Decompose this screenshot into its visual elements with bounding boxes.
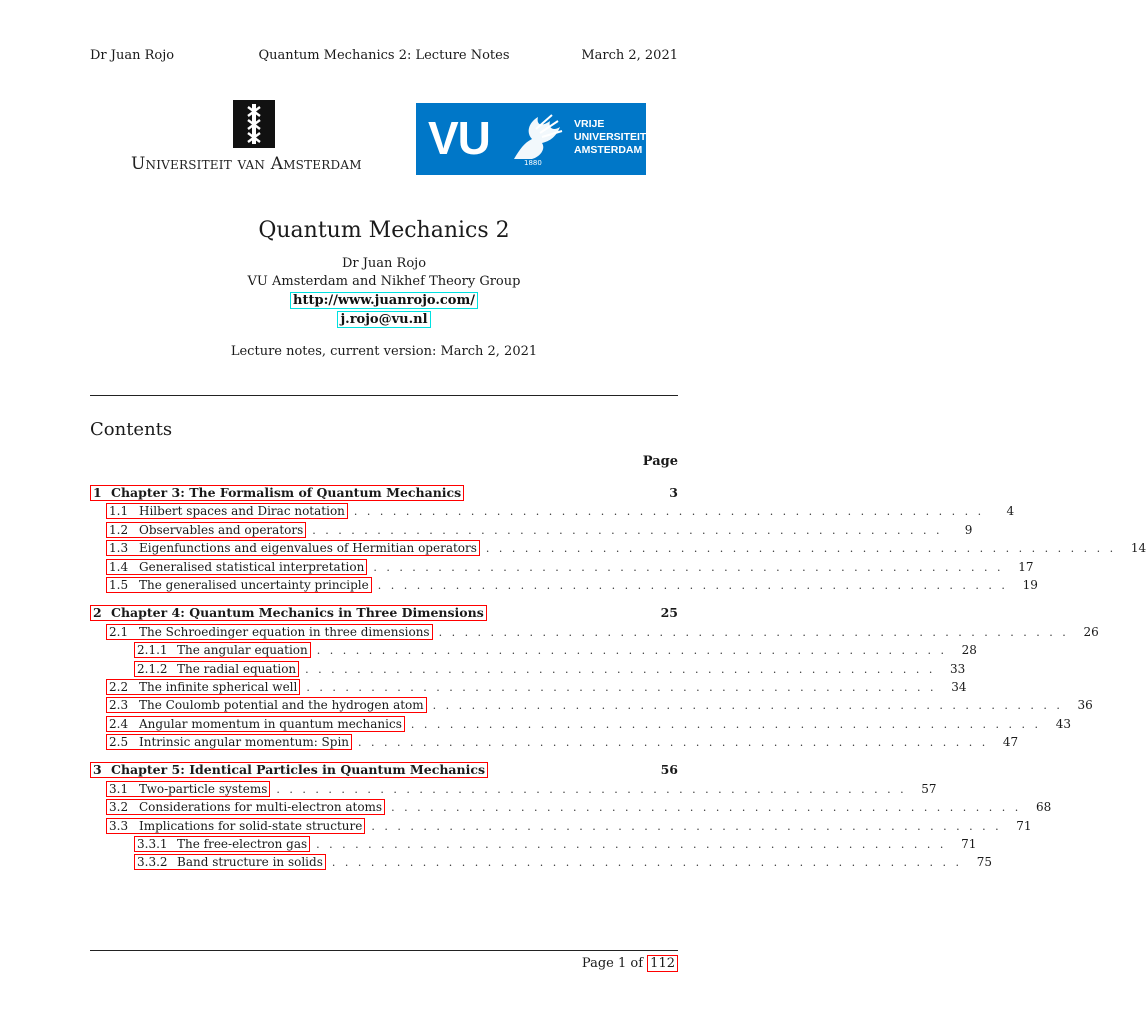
affiliation: VU Amsterdam and Nikhef Theory Group	[247, 274, 521, 289]
toc-section-row[interactable]: 1.4 Generalised statistical interpretation . . . . . . . . . . . . . . . . . . . . . . . . . . . . . . . . . . . . . . . . . . . . . . . . . 17	[90, 558, 678, 576]
toc-section-row[interactable]: 2.5 Intrinsic angular momentum: Spin . . . . . . . . . . . . . . . . . . . . . . . . . . . . . . . . . . . . . . . . . . . . . . . . . 47	[90, 733, 678, 751]
toc-section-row[interactable]: 3.1 Two-particle systems . . . . . . . . . . . . . . . . . . . . . . . . . . . . . . . . . . . . . . . . . . . . . . . . . 57	[90, 780, 678, 798]
toc-section-row[interactable]: 1.2 Observables and operators . . . . . . . . . . . . . . . . . . . . . . . . . . . . . . . . . . . . . . . . . . . . . . . . . 9	[90, 521, 678, 539]
uva-wordmark: Universiteit van Amsterdam	[131, 154, 362, 174]
toc-section-row[interactable]: 2.3 The Coulomb potential and the hydrogen atom . . . . . . . . . . . . . . . . . . . . . . . . . . . . . . . . . . . . . . . . . . . . . . . . . 36	[90, 696, 678, 714]
toc-subsection-row[interactable]: 3.3.2 Band structure in solids . . . . . . . . . . . . . . . . . . . . . . . . . . . . . . . . . . . . . . . . . . . . . . . . . 75	[90, 853, 678, 871]
version-note: Lecture notes, current version: March 2, 2021	[230, 344, 538, 359]
page-column-label: Page	[642, 454, 678, 469]
header-course-title: Quantum Mechanics 2: Lecture Notes	[258, 48, 510, 63]
toc-section-row[interactable]: 3.2 Considerations for multi-electron atoms . . . . . . . . . . . . . . . . . . . . . . . . . . . . . . . . . . . . . . . . . . . . . . . . . 68	[90, 798, 678, 816]
toc-subsection-row[interactable]: 2.1.2 The radial equation . . . . . . . . . . . . . . . . . . . . . . . . . . . . . . . . . . . . . . . . . . . . . . . . . 33	[90, 660, 678, 678]
toc-subsection-row[interactable]: 2.1.1 The angular equation . . . . . . . . . . . . . . . . . . . . . . . . . . . . . . . . . . . . . . . . . . . . . . . . . 28	[90, 641, 678, 659]
toc-subsection-row[interactable]: 3.3.1 The free-electron gas . . . . . . . . . . . . . . . . . . . . . . . . . . . . . . . . . . . . . . . . . . . . . . . . . 71	[90, 835, 678, 853]
total-pages-link[interactable]: 112	[647, 955, 678, 972]
vu-letters: VU	[428, 112, 490, 164]
uva-crest-icon	[233, 100, 275, 148]
divider	[90, 395, 678, 396]
document-title: Quantum Mechanics 2	[258, 218, 510, 243]
vu-wordmark: VRIJE UNIVERSITEIT AMSTERDAM	[574, 118, 647, 156]
page-counter	[582, 955, 678, 972]
header-date: March 2, 2021	[581, 48, 678, 63]
homepage-link[interactable]: http://www.juanrojo.com/	[290, 292, 478, 309]
toc-section-row[interactable]: 3.3 Implications for solid-state structure . . . . . . . . . . . . . . . . . . . . . . . . . . . . . . . . . . . . . . . . . . . . . . . . . 71	[90, 817, 678, 835]
toc-chapter-row[interactable]: 2 Chapter 4: Quantum Mechanics in Three Dimensions 25	[90, 604, 678, 622]
header-author: Dr Juan Rojo	[90, 48, 175, 63]
toc-section-row[interactable]: 2.2 The infinite spherical well . . . . . . . . . . . . . . . . . . . . . . . . . . . . . . . . . . . . . . . . . . . . . . . . . 34	[90, 678, 678, 696]
footer-divider	[90, 950, 678, 951]
toc-section-row[interactable]: 1.5 The generalised uncertainty principle . . . . . . . . . . . . . . . . . . . . . . . . . . . . . . . . . . . . . . . . . . . . . . . . . 19	[90, 576, 678, 594]
contents-heading: Contents	[90, 419, 173, 440]
author-name: Dr Juan Rojo	[341, 256, 427, 271]
svg-text:1880: 1880	[524, 159, 542, 167]
page-counter-label: Page 1 of	[581, 956, 644, 971]
vu-griffin-icon	[506, 109, 566, 167]
toc-chapter-row[interactable]: 3 Chapter 5: Identical Particles in Quantum Mechanics 56	[90, 761, 678, 779]
uva-logo	[131, 100, 377, 176]
vu-logo	[416, 103, 646, 175]
toc-section-row[interactable]: 2.1 The Schroedinger equation in three dimensions . . . . . . . . . . . . . . . . . . . . . . . . . . . . . . . . . . . . . . . . . . . . . . . . . 26	[90, 623, 678, 641]
table-of-contents	[90, 484, 1146, 872]
toc-chapter-row[interactable]: 1 Chapter 3: The Formalism of Quantum Mechanics 3	[90, 484, 678, 502]
toc-section-row[interactable]: 2.4 Angular momentum in quantum mechanics . . . . . . . . . . . . . . . . . . . . . . . . . . . . . . . . . . . . . . . . . . . . . . . . . 43	[90, 715, 678, 733]
toc-section-row[interactable]: 1.1 Hilbert spaces and Dirac notation . . . . . . . . . . . . . . . . . . . . . . . . . . . . . . . . . . . . . . . . . . . . . . . . . 4	[90, 502, 678, 520]
email-link[interactable]: j.rojo@vu.nl	[337, 311, 430, 328]
toc-section-row[interactable]: 1.3 Eigenfunctions and eigenvalues of Hermitian operators . . . . . . . . . . . . . . . . . . . . . . . . . . . . . . . . . . . . . . . . . . . . . . . . . 14	[90, 539, 678, 557]
